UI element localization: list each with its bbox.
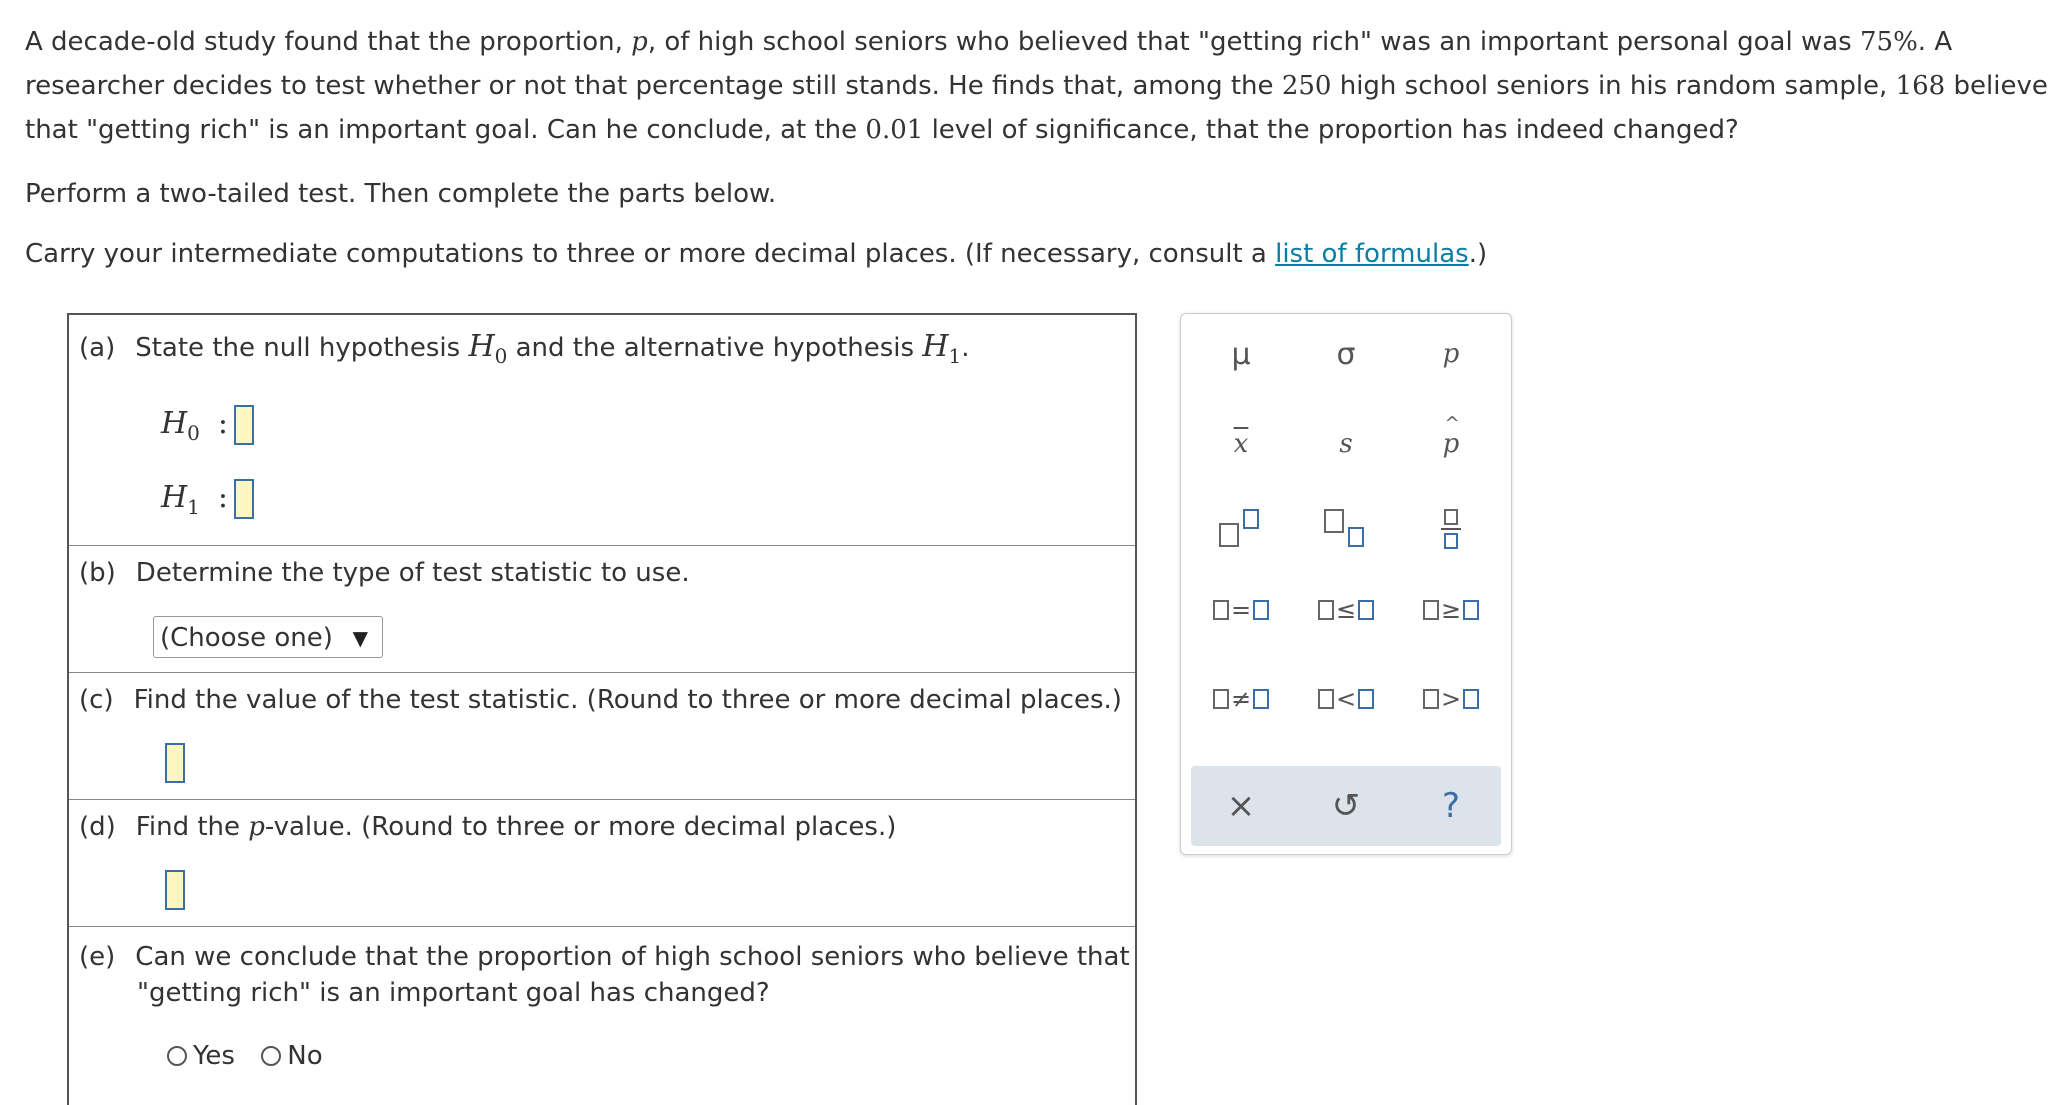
close-icon: × <box>1226 786 1256 826</box>
greater-equal-button[interactable]: ≥ <box>1401 580 1501 640</box>
part-d-prompt: (d) Find the p-value. (Round to three or more decimal places.) <box>79 812 897 842</box>
conclusion-radio-group <box>167 1041 341 1073</box>
hat-icon: ^ <box>1444 413 1460 434</box>
equals-button[interactable]: = <box>1191 580 1291 640</box>
null-hypothesis-input[interactable] <box>234 405 254 445</box>
chevron-down-icon: ▼ <box>352 626 368 650</box>
part-a <box>69 315 1135 546</box>
subscript-button[interactable] <box>1296 499 1396 559</box>
test-statistic-select[interactable]: (Choose one) ▼ <box>153 616 383 658</box>
less-than-button[interactable]: < <box>1296 669 1396 729</box>
formulas-link[interactable]: list of formulas <box>1275 239 1469 269</box>
less-equal-button[interactable]: ≤ <box>1296 580 1396 640</box>
mu-button[interactable]: μ <box>1231 336 1251 372</box>
question-panel <box>67 313 1137 1105</box>
s-button[interactable]: s <box>1339 429 1353 459</box>
part-c <box>69 673 1135 800</box>
problem-paragraph-3: Carry your intermediate computations to three or more decimal places. (If necessary, consult a list of formulas.) <box>25 239 1488 269</box>
part-a-prompt: (a) State the null hypothesis $H_0$ and the alternative hypothesis $H_1$. <box>79 329 970 368</box>
fraction-icon <box>1441 509 1461 549</box>
radio-yes[interactable]: Yes <box>167 1041 235 1071</box>
alt-hypothesis-row: $H_1$ : <box>161 479 254 519</box>
part-d <box>69 800 1135 927</box>
p-button[interactable]: p <box>1442 339 1460 369</box>
problem-paragraph-1: A decade-old study found that the proportion, p, of high school seniors who believed that "getting rich" was an important personal goal was 75%. A researcher decides to test whether or not that percentage still stands. He finds that, among the 250 high school seniors in his random sample, 168 believe that "getting rich" is an important goal. Can he conclude, at the 0.01 level of significance, that the proportion has indeed changed? <box>25 27 2048 145</box>
subscript-icon <box>1324 509 1368 549</box>
part-e-prompt: (e) Can we conclude that the proportion of high school seniors who believe that "getting rich" is an important goal has changed? <box>79 942 1130 1008</box>
null-hypothesis-row: $H_0$ : <box>161 405 254 445</box>
alt-hypothesis-input[interactable] <box>234 479 254 519</box>
undo-button[interactable] <box>1296 776 1396 836</box>
math-symbol-palette <box>1180 313 1512 855</box>
help-icon: ? <box>1441 786 1461 826</box>
radio-circle-icon <box>261 1046 281 1066</box>
radio-circle-icon <box>167 1046 187 1066</box>
x-bar-button[interactable]: $\overline{x}$ <box>1233 429 1249 459</box>
part-c-prompt: (c) Find the value of the test statistic. (Round to three or more decimal places.) <box>79 685 1122 715</box>
p-hat-button[interactable]: p ^ <box>1442 413 1460 459</box>
problem-paragraph-2: Perform a two-tailed test. Then complete the parts below. <box>25 179 777 209</box>
fraction-button[interactable] <box>1401 499 1501 559</box>
palette-footer <box>1191 766 1501 846</box>
superscript-icon <box>1219 509 1263 549</box>
undo-icon: ↺ <box>1331 786 1361 826</box>
help-button[interactable] <box>1401 776 1501 836</box>
greater-than-button[interactable]: > <box>1401 669 1501 729</box>
sigma-button[interactable]: σ <box>1336 336 1356 372</box>
p-value-input[interactable] <box>165 870 185 910</box>
clear-button[interactable] <box>1191 776 1291 836</box>
part-e <box>69 927 1135 1105</box>
not-equal-button[interactable]: ≠ <box>1191 669 1291 729</box>
part-b <box>69 546 1135 673</box>
problem-statement <box>25 20 2055 276</box>
radio-no[interactable]: No <box>261 1041 322 1071</box>
superscript-button[interactable] <box>1191 499 1291 559</box>
part-b-prompt: (b) Determine the type of test statistic to use. <box>79 558 690 588</box>
test-statistic-input[interactable] <box>165 743 185 783</box>
